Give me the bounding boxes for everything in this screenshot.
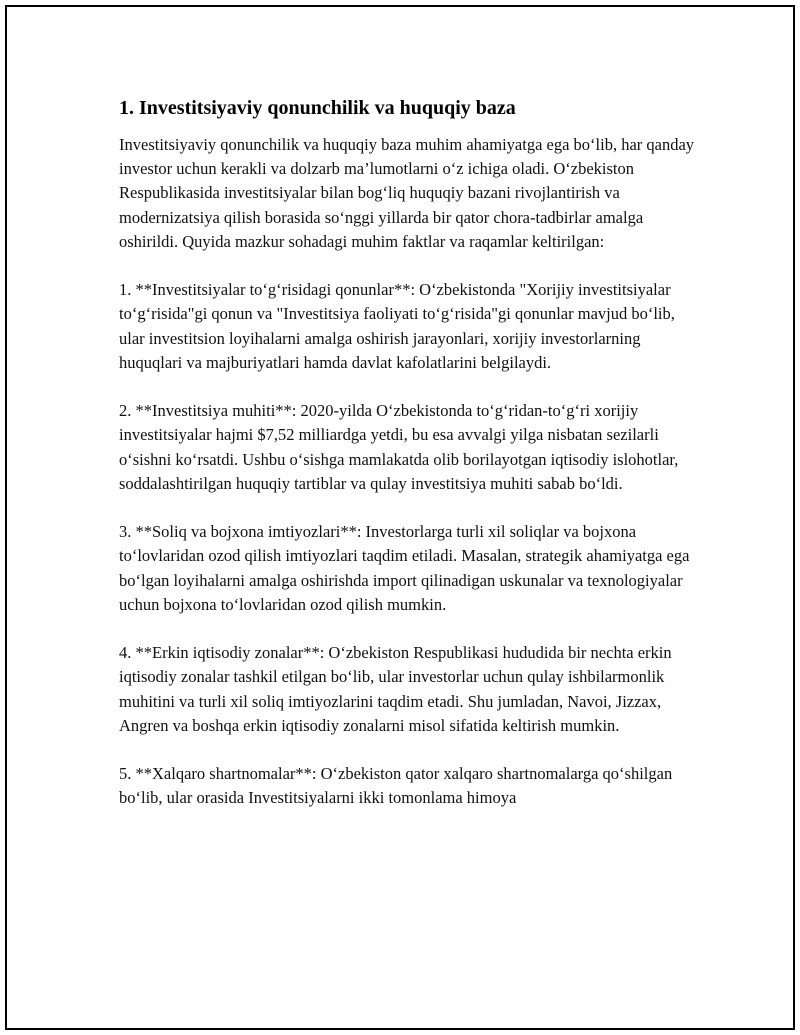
document-page [5,5,795,1030]
paragraph-investment-climate: 2. **Investitsiya muhiti**: 2020-yilda O‘zbekistonda to‘g‘ridan-to‘g‘ri xorijiy investitsiyalar hajmi $7,52 milliardga yetdi, bu esa avvalgi yilga nisbatan sezilarli o‘sishni ko‘rsatdi. Ushbu o‘sishga mamlakatda olib borilayotgan iqtisodiy islohotlar, soddalashtirilgan huquqiy tartiblar va qulay investitsiya muhiti sabab bo‘ldi. [119,401,679,493]
paragraph-international-agreements: 5. **Xalqaro shartnomalar**: O‘zbekiston qator xalqaro shartnomalarga qo‘shilgan bo‘lib, ular orasida Investitsiyalarni ikki tomonlama himoya [119,764,673,808]
paragraph-tax-customs-benefits: 3. **Soliq va bojxona imtiyozlari**: Investorlarga turli xil soliqlar va bojxona to‘lovlaridan ozod qilish imtiyozlari taqdim etiladi. Masalan, strategik ahamiyatga ega bo‘lgan loyihalarni amalga oshirishda import qilinadigan uskunalar va texnologiyalar uchun bojxona to‘lovlaridan ozod qilish mumkin. [119,522,690,614]
paragraph-free-economic-zones: 4. **Erkin iqtisodiy zonalar**: O‘zbekiston Respublikasi hududida bir nechta erkin iqtisodiy zonalar tashkil etilgan bo‘lib, ular investorlar uchun qulay ishbilarmonlik muhitini va turli xil soliq imtiyozlarini taqdim etadi. Shu jumladan, Navoi, Jizzax, Angren va boshqa erkin iqtisodiy zonalarni misol sifatida keltirish mumkin. [119,643,672,735]
section-heading: 1. Investitsiyaviy qonunchilik va huquqiy baza [119,97,516,119]
intro-paragraph: Investitsiyaviy qonunchilik va huquqiy baza muhim ahamiyatga ega bo‘lib, har qanday investor uchun kerakli va dolzarb ma’lumotlarni o‘z ichiga oladi. O‘zbekiston Respublikasida investitsiyalar bilan bog‘liq huquqiy bazani rivojlantirish va modernizatsiya qilish borasida so‘nggi yillarda bir qator chora-tadbirlar amalga oshirildi. Quyida mazkur sohadagi muhim faktlar va raqamlar keltirilgan: [119,135,695,251]
document-body [119,95,699,811]
paragraph-investment-laws: 1. **Investitsiyalar to‘g‘risidagi qonunlar**: O‘zbekistonda "Xorijiy investitsiyalar to‘g‘risida"gi qonun va "Investitsiya faoliyati to‘g‘risida"gi qonunlar mavjud bo‘lib, ular investitsion loyihalarni amalga oshirish jarayonlari, xorijiy investorlarning huquqlari va majburiyatlari hamda davlat kafolatlarini belgilaydi. [119,280,675,372]
